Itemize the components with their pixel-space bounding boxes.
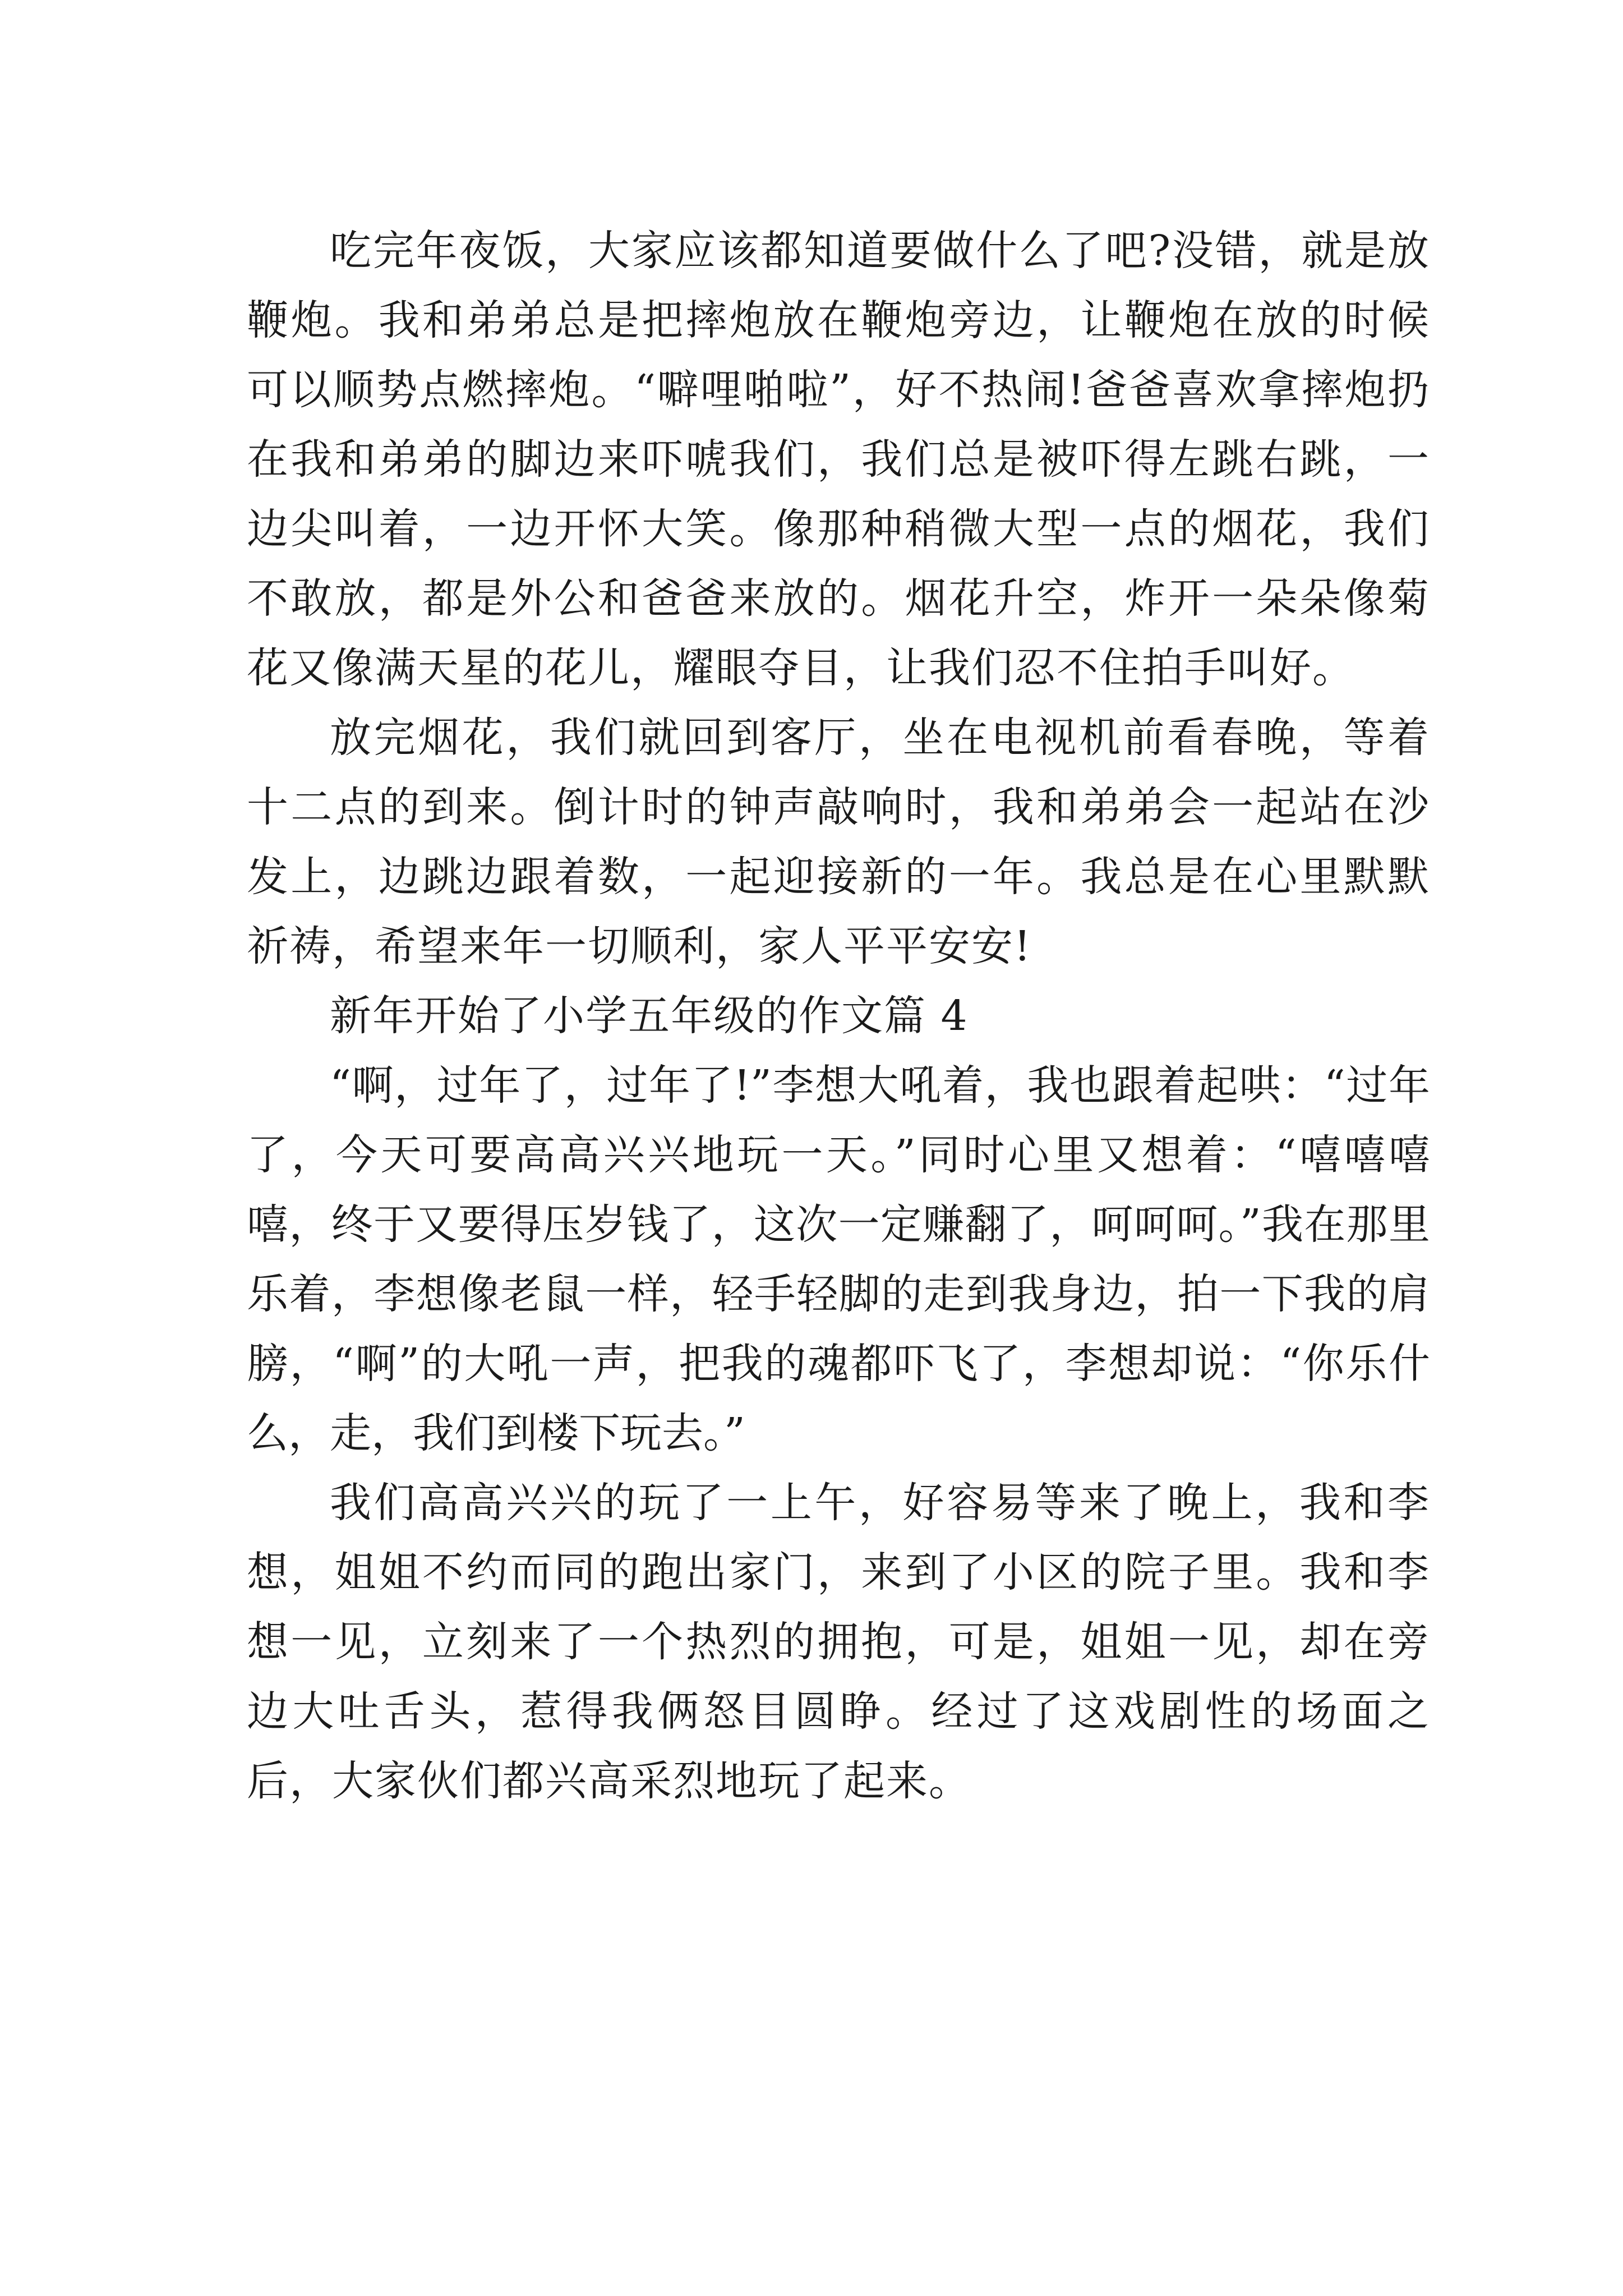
essay-heading: 新年开始了小学五年级的作文篇 4 — [330, 992, 969, 1040]
paragraph-firecrackers: 吃完年夜饭，大家应该都知道要做什么了吧?没错，就是放鞭炮。我和弟弟总是把摔炮放在鞭炮旁边，让鞭炮在放的时候可以顺势点燃摔炮。“噼哩啪啦”，好不热闹!爸爸喜欢拿摔炮扔在我和弟弟的脚边来吓唬我们，我们总是被吓得左跳右跳，一边尖叫着，一边开怀大笑。像那种稍微大型一点的烟花，我们不敢放，都是外公和爸爸来放的。烟花升空，炸开一朵朵像菊花又像满天星的花儿，耀眼夺目，让我们忍不住拍手叫好。 — [247, 227, 1430, 692]
document-body — [247, 216, 1430, 1816]
paragraph-spring-gala: 放完烟花，我们就回到客厅，坐在电视机前看春晚，等着十二点的到来。倒计时的钟声敲响时，我和弟弟会一起站在沙发上，边跳边跟着数，一起迎接新的一年。我总是在心里默默祈祷，希望来年一切顺利，家人平平安安! — [247, 714, 1430, 970]
paragraph-evening-play: 我们高高兴兴的玩了一上午，好容易等来了晚上，我和李想，姐姐不约而同的跑出家门，来到了小区的院子里。我和李想一见，立刻来了一个热烈的拥抱，可是，姐姐一见，却在旁边大吐舌头，惹得我俩怒目圆睁。经过了这戏剧性的场面之后，大家伙们都兴高采烈地玩了起来。 — [247, 1479, 1430, 1805]
paragraph-new-year-shout: “啊，过年了，过年了!”李想大吼着，我也跟着起哄：“过年了，今天可要高高兴兴地玩一天。”同时心里又想着：“嘻嘻嘻嘻，终于又要得压岁钱了，这次一定赚翻了，呵呵呵。”我在那里乐着，李想像老鼠一样，轻手轻脚的走到我身边，拍一下我的肩膀，“啊”的大吼一声，把我的魂都吓飞了，李想却说：“你乐什么，走，我们到楼下玩去。” — [247, 1061, 1430, 1457]
